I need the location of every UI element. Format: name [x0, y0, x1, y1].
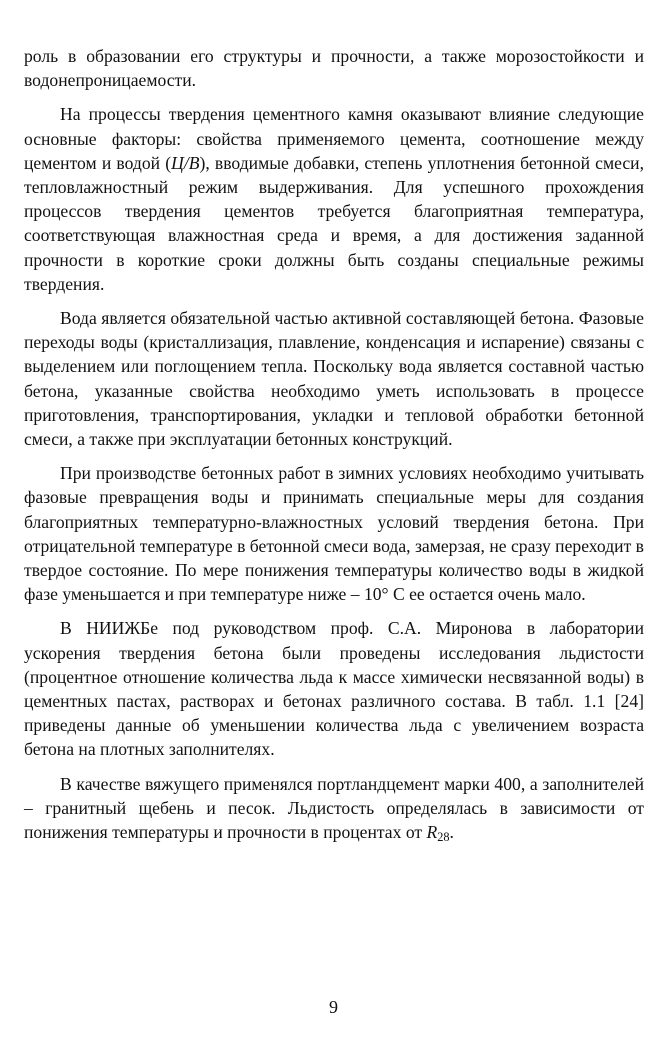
text-run: В НИИЖБе под руководством проф. С.А. Миронова в лаборатории ускорения твердения бетона были проведены исследования льдистости (процентное отношение количества льда к массе химически несвязанной воды) в цементных пастах, растворах и бетонах различного состава. В табл. 1.1 [24] приведены данные об уменьшении количества льда с увеличением возраста бетона на плотных заполнителях.: [24, 618, 644, 760]
paragraph-4: [24, 461, 644, 606]
paragraph-6: [24, 772, 644, 845]
text-run: На процессы твердения цементного камня оказывают влияние следующие основные факторы: свойства применяемого цемента, соотношение между цементом и водой (: [24, 104, 644, 173]
subscript: 28: [437, 830, 450, 845]
paragraph-1: [24, 44, 644, 92]
text-run: ), вводимые добавки, степень уплотнения бетонной смеси, тепловлажностный режим выдерживания. Для успешного прохождения процессов твердения цементов требуется благоприятная температура, соответствующая влажностная среда и время, а для достижения заданной прочности в короткие сроки должны быть созданы специальные режимы твердения.: [24, 152, 644, 294]
paragraph-5: [24, 616, 644, 761]
page-number: 9: [329, 997, 338, 1017]
italic-text: Ц/В: [171, 152, 200, 173]
italic-text: R: [426, 822, 438, 843]
text-run: Вода является обязательной частью активной составляющей бетона. Фазовые переходы воды (кристаллизация, плавление, конденсация и испарение) связаны с выделением или поглощением тепла. Поскольку вода является составной частью бетона, указанные свойства необходимо уметь использовать в процессе приготовления, транспортирования, укладки и тепловой обработки бетонной смеси, а также при эксплуатации бетонных конструкций.: [24, 308, 644, 450]
text-run: .: [449, 822, 454, 843]
text-run: роль в образовании его структуры и прочности, а также морозостойкости и водонепроницаемости.: [24, 46, 644, 91]
paragraph-2: [24, 102, 644, 296]
paragraph-3: [24, 306, 644, 451]
text-run: В качестве вяжущего применялся портландцемент марки 400, а заполнителей – гранитный щебень и песок. Льдистость определялась в зависимости от понижения температуры и прочности в процентах от: [24, 773, 644, 843]
document-body: [24, 44, 644, 854]
text-run: При производстве бетонных работ в зимних условиях необходимо учитывать фазовые превращения воды и принимать специальные меры для создания благоприятных температурно-влажностных условий твердения бетона. При отрицательной температуре в бетонной смеси вода, замерзая, не сразу переходит в твердое состояние. По мере понижения температуры количество воды в жидкой фазе уменьшается и при температуре ниже – 10° С ее остается очень мало.: [24, 463, 644, 605]
